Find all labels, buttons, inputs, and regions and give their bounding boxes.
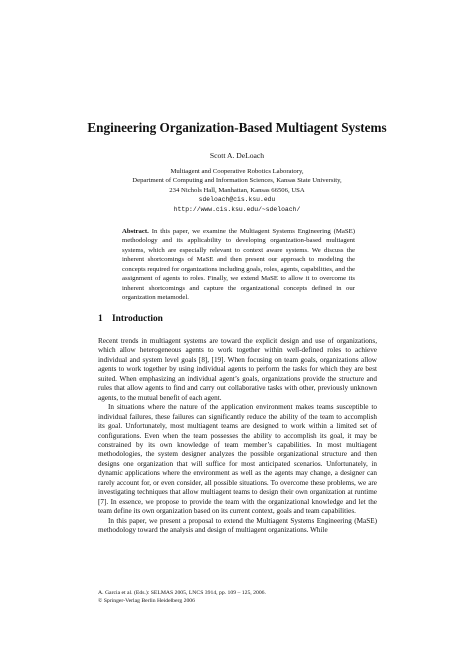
affiliation-line-3: 234 Nichols Hall, Manhattan, Kansas 66506, USA	[169, 186, 305, 194]
paragraph: In situations where the nature of the application environment makes teams susceptible to individual failures, these failures can significantly reduce the ability of the team to accomplish its goal. Unfortunately, most multiagent teams are designed to work within a limited set of configurations. Even when the team possesses the ability to accomplish its goal, it may be constrained by its own knowledge of team member’s capabilities. In most multiagent methodologies, the system designer analyzes the possible organizational structure and then designs one organization that will suffice for most anticipated scenarios. Unfortunately, in dynamic applications where the environment as well as the agents may change, a designer can rarely account for, or even consider, all possible situations. To overcome these problems, we are investigating techniques that allow multiagent teams to design their own organization at runtime [7]. In essence, we propose to provide the team with the organizational knowledge and let the team define its own organization based on its current context, goals and team capabilities.	[98, 403, 377, 516]
body-text	[98, 337, 377, 536]
author-email: sdeloach@cis.ksu.edu	[198, 196, 276, 204]
affiliation-line-1: Multiagent and Cooperative Robotics Laboratory,	[170, 168, 304, 175]
paragraph: In this paper, we present a proposal to extend the Multiagent Systems Engineering (MaSE) methodology toward the analysis and design of multiagent organizations. While	[98, 516, 377, 535]
affiliation-block	[0, 167, 474, 214]
affiliation-line-2: Department of Computing and Information Sciences, Kansas State University,	[132, 177, 342, 185]
author-url: http://www.cis.ksu.edu/~sdeloach/	[173, 205, 301, 213]
abstract-text: In this paper, we examine the Multiagent Systems Engineering (MaSE) methodology and its applicability to developing organization-based multiagent systems, which are especially relevant to context aware systems. We discuss the inherent shortcomings of MaSE and then present our approach to modeling the concepts required for organizations including goals, roles, agents, capabilities, and the assignment of agents to roles. Finally, we extend MaSE to allow it to overcome its inherent shortcomings and capture the organizational concepts defined in our organization metamodel.	[122, 228, 356, 302]
footer-citation: A. Garcia et al. (Eds.): SELMAS 2005, LNCS 3914, pp. 109 – 125, 2006.	[98, 590, 266, 596]
abstract-block	[122, 227, 355, 303]
paragraph: Recent trends in multiagent systems are toward the explicit design and use of organizations, which allow heterogeneous agents to work together within well-defined roles to achieve individual and system level goals [8], [19]. When focusing on team goals, organizations allow agents to work together by using individual agents to perform the tasks for which they are best suited. When emphasizing an individual agent’s goals, organizations provide the structure and rules that allow agents to find and carry out collaborative tasks with other, previously unknown agents, to the mutual benefit of each agent.	[98, 337, 377, 402]
section-number: 1	[98, 314, 103, 324]
paper-title: Engineering Organization-Based Multiagent Systems	[87, 120, 387, 135]
page-footer	[98, 589, 378, 605]
abstract-label: Abstract.	[122, 228, 149, 235]
section-title: Introduction	[112, 314, 163, 324]
author-name: Scott A. DeLoach	[209, 151, 265, 160]
section-heading	[98, 313, 378, 325]
footer-copyright: © Springer-Verlag Berlin Heidelberg 2006	[98, 598, 195, 604]
